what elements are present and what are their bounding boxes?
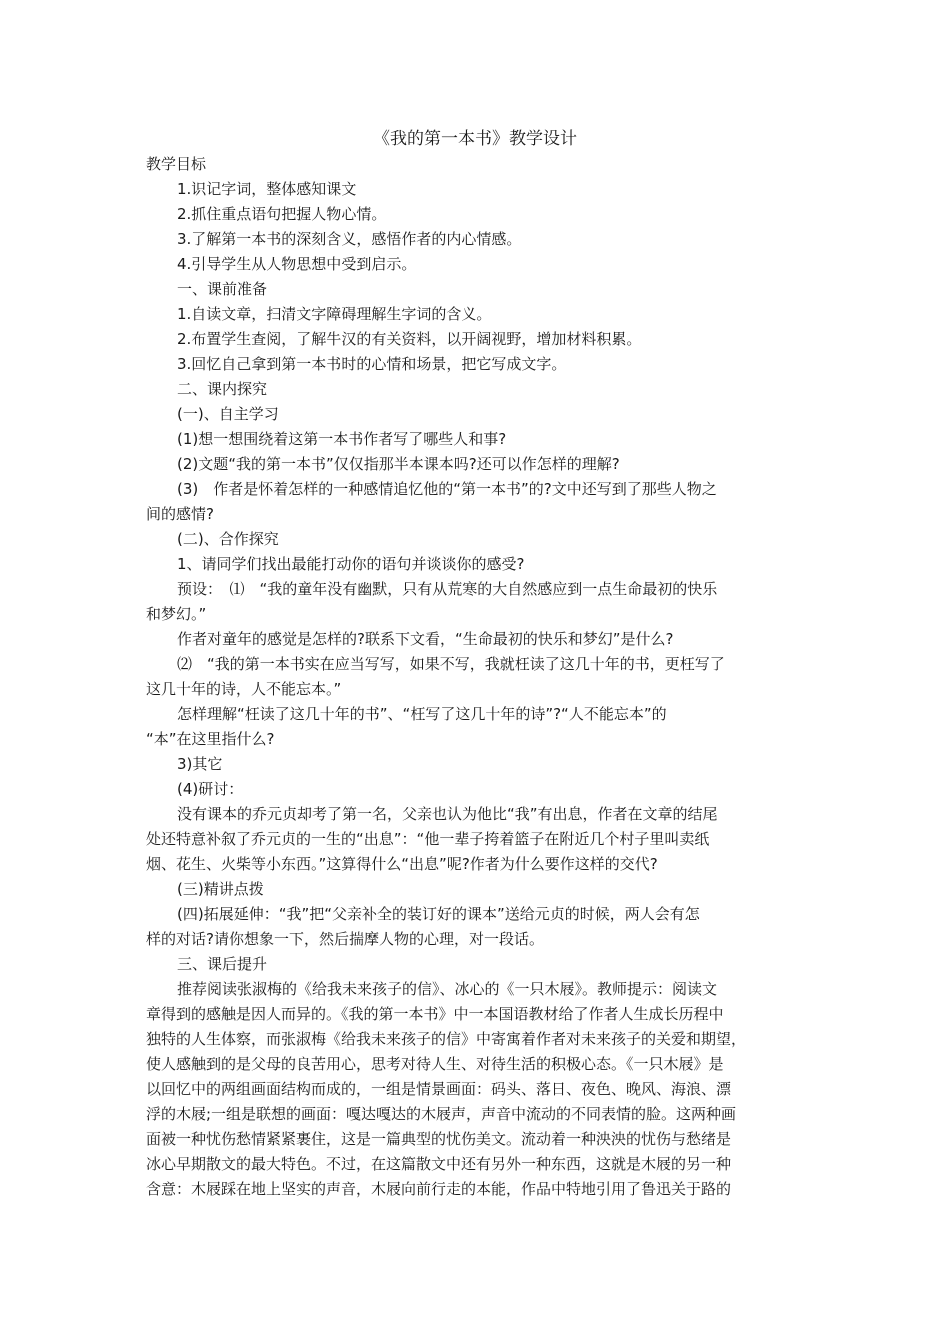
text-line: (3) 作者是怀着怎样的一种感情追忆他的“第一本书”的?文中还写到了那些人物之 (177, 480, 717, 498)
text-line: 4.引导学生从人物思想中受到启示。 (177, 255, 417, 273)
text-line: (4)研讨： (177, 780, 244, 798)
text-line: 三、课后提升 (177, 955, 268, 973)
text-line: (二)、合作探究 (177, 530, 279, 548)
text-line: 间的感情? (146, 505, 214, 523)
text-line: 冰心早期散文的最大特色。不过，在这篇散文中还有另外一种东西，这就是木屐的另一种 (146, 1155, 732, 1173)
text-line: 独特的人生体察，而张淑梅《给我未来孩子的信》中寄寓着作者对未来孩子的关爱和期望， (146, 1030, 747, 1048)
text-line: 3.回忆自己拿到第一本书时的心情和场景，把它写成文字。 (177, 355, 567, 373)
text-line: 浮的木屐;一组是联想的画面：嘎达嘎达的木屐声，声音中流动的不同表情的脸。这两种画 (146, 1105, 737, 1123)
text-line: 使人感触到的是父母的良苦用心，思考对待人生、对待生活的积极心态。《一只木屐》是 (146, 1055, 724, 1073)
text-line: 1、请同学们找出最能打动你的语句并谈谈你的感受? (177, 555, 525, 573)
text-line: 和梦幻。” (146, 605, 207, 623)
text-line: (三)精讲点拨 (177, 880, 264, 898)
text-line: 没有课本的乔元贞却考了第一名，父亲也认为他比“我”有出息，作者在文章的结尾 (177, 805, 718, 823)
text-line: “本”在这里指什么? (146, 730, 275, 748)
text-line: ⑵ “我的第一本书实在应当写写，如果不写，我就枉读了这几十年的书，更枉写了 (177, 655, 725, 673)
text-line: (1)想一想围绕着这第一本书作者写了哪些人和事? (177, 430, 507, 448)
document-title: 《我的第一本书》教学设计 (373, 129, 577, 149)
text-line: (一)、自主学习 (177, 405, 279, 423)
text-line: 推荐阅读张淑梅的《给我未来孩子的信》、冰心的《一只木屐》。教师提示：阅读文 (177, 980, 718, 998)
text-line: 2.抓住重点语句把握人物心情。 (177, 205, 387, 223)
text-line: 1.自读文章，扫清文字障碍理解生字词的含义。 (177, 305, 492, 323)
text-line: 1.识记字词，整体感知课文 (177, 180, 357, 198)
text-line: 一、课前准备 (177, 280, 268, 298)
text-line: 3.了解第一本书的深刻含义，感悟作者的内心情感。 (177, 230, 522, 248)
text-line: 以回忆中的两组画面结构而成的，一组是情景画面：码头、落日、夜色、晚风、海浪、漂 (146, 1080, 732, 1098)
text-line: 预设： ⑴ “我的童年没有幽默，只有从荒寒的大自然感应到一点生命最初的快乐 (177, 580, 718, 598)
text-line: 3)其它 (177, 755, 223, 773)
text-line: (四)拓展延伸：“我”把“父亲补全的装订好的课本”送给元贞的时候，两人会有怎 (177, 905, 700, 923)
text-line: 作者对童年的感觉是怎样的?联系下文看，“生命最初的快乐和梦幻”是什么? (177, 630, 674, 648)
text-line: 怎样理解“枉读了这几十年的书”、“枉写了这几十年的诗”?“人不能忘本”的 (177, 705, 667, 723)
text-line: 这几十年的诗，人不能忘本。” (146, 680, 342, 698)
text-line: 烟、花生、火柴等小东西。”这算得什么“出息”呢?作者为什么要作这样的交代? (146, 855, 658, 873)
text-line: 面被一种忧伤愁情紧紧裹住，这是一篇典型的忧伤美文。流动着一种泱泱的忧伤与愁绪是 (146, 1130, 732, 1148)
text-line: 教学目标 (146, 155, 207, 173)
text-line: 样的对话?请你想象一下，然后揣摩人物的心理，对一段话。 (146, 930, 544, 948)
text-line: 2.布置学生查阅，了解牛汉的有关资料，以开阔视野，增加材料积累。 (177, 330, 642, 348)
text-line: (2)文题“我的第一本书”仅仅指那半本课本吗?还可以作怎样的理解? (177, 455, 620, 473)
text-line: 处还特意补叙了乔元贞的一生的“出息”：“他一辈子挎着篮子在附近几个村子里叫卖纸 (146, 830, 710, 848)
text-line: 含意：木屐踩在地上坚实的声音，木屐向前行走的本能，作品中特地引用了鲁迅关于路的 (146, 1180, 732, 1198)
text-line: 章得到的感触是因人而异的。《我的第一本书》中一本国语教材给了作者人生成长历程中 (146, 1005, 724, 1023)
text-line: 二、课内探究 (177, 380, 268, 398)
